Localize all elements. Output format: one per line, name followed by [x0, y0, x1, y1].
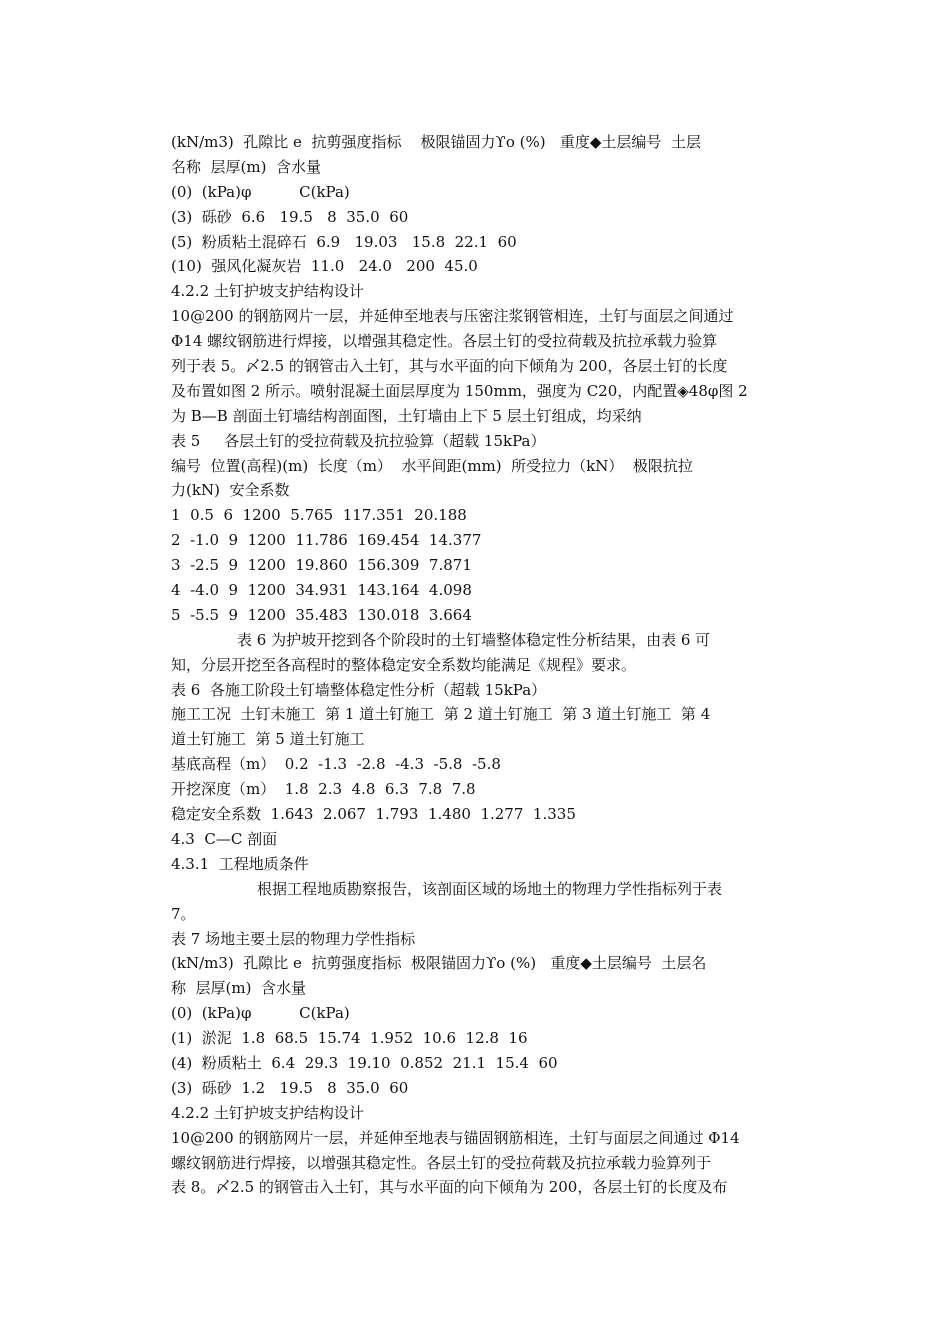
table-row: 基底高程（m） 0.2 -1.3 -2.8 -4.3 -5.8 -5.8: [171, 755, 501, 774]
section-heading: 4.3 C—C 剖面: [171, 829, 278, 848]
table-row: (3) 砾砂 1.2 19.5 8 35.0 60: [171, 1078, 409, 1097]
table-row: 2 -1.0 9 1200 11.786 169.454 14.377: [171, 531, 482, 550]
text-line: (kN/m3) 孔隙比 e 抗剪强度指标 极限锚固力ϒo (%) 重度◆土层编号 土层: [171, 133, 701, 151]
table-row: 5 -5.5 9 1200 35.483 130.018 3.664: [171, 605, 472, 624]
table-header-line: (kN/m3) 孔隙比 e 抗剪强度指标 极限锚固力ϒo (%) 重度◆土层编号 土层名: [171, 954, 707, 973]
paragraph-line: 表 6 为护坡开挖到各个阶段时的土钉墙整体稳定性分析结果，由表 6 可: [237, 630, 711, 649]
text-line: (10) 强风化凝灰岩 11.0 24.0 200 45.0: [171, 257, 478, 276]
paragraph-line: Φ14 螺纹钢筋进行焊接，以增强其稳定性。各层土钉的受拉荷载及抗拉承载力验算: [171, 332, 718, 351]
table-header-line: 道土钉施工 第 5 道土钉施工: [171, 730, 365, 749]
table-row: 1 0.5 6 1200 5.765 117.351 20.188: [171, 506, 467, 525]
paragraph-line: 为 B—B 剖面土钉墙结构剖面图，土钉墙由上下 5 层土钉组成，均采纳: [171, 406, 642, 425]
document-page: [171, 130, 791, 1200]
table-header-line: 称 层厚(m) 含水量: [171, 979, 307, 998]
paragraph-line: 10@200 的钢筋网片一层，并延伸至地表与锚固钢筋相连，土钉与面层之间通过 Φ14: [171, 1128, 740, 1147]
table-row: (4) 粉质粘土 6.4 29.3 19.10 0.852 21.1 15.4 60: [171, 1053, 558, 1072]
section-heading: 4.2.2 土钉护坡支护结构设计: [171, 282, 364, 301]
paragraph-line: 螺纹钢筋进行焊接，以增强其稳定性。各层土钉的受拉荷载及抗拉承载力验算列于: [171, 1153, 712, 1172]
paragraph-line: 根据工程地质勘察报告，该剖面区域的场地土的物理力学性指标列于表: [257, 879, 723, 898]
table-row: 开挖深度（m） 1.8 2.3 4.8 6.3 7.8 7.8: [171, 780, 476, 799]
table-row: 3 -2.5 9 1200 19.860 156.309 7.871: [171, 556, 472, 575]
text-line: (3) 砾砂 6.6 19.5 8 35.0 60: [171, 207, 409, 226]
paragraph-line: 表 8。〆2.5 的钢管击入土钉，其与水平面的向下倾角为 200，各层土钉的长度及布: [171, 1178, 728, 1197]
table-header-line: (0) (kPa)φ C(kPa): [171, 1004, 350, 1023]
table-row: 稳定安全系数 1.643 2.067 1.793 1.480 1.277 1.335: [171, 805, 576, 824]
text-line: (0) (kPa)φ C(kPa): [171, 182, 350, 201]
table-header-line: 施工工况 土钉未施工 第 1 道土钉施工 第 2 道土钉施工 第 3 道土钉施工 第 4: [171, 705, 711, 724]
paragraph-line: 7。: [171, 904, 196, 923]
paragraph-line: 10@200 的钢筋网片一层，并延伸至地表与压密注浆钢管相连，土钉与面层之间通过: [171, 307, 734, 326]
text-line: 名称 层厚(m) 含水量: [171, 157, 322, 176]
table-caption: 表 5 各层土钉的受拉荷载及抗拉验算（超载 15kPa）: [171, 431, 546, 450]
section-heading: 4.2.2 土钉护坡支护结构设计: [171, 1103, 364, 1122]
table-header-line: 力(kN) 安全系数: [171, 481, 290, 500]
paragraph-line: 及布置如图 2 所示。喷射混凝土面层厚度为 150mm，强度为 C20，内配置◈48φ图 2: [171, 381, 748, 400]
table-row: (1) 淤泥 1.8 68.5 15.74 1.952 10.6 12.8 16: [171, 1029, 528, 1048]
table-caption: 表 7 场地主要土层的物理力学性指标: [171, 929, 416, 948]
table-row: 4 -4.0 9 1200 34.931 143.164 4.098: [171, 581, 472, 600]
table-caption: 表 6 各施工阶段土钉墙整体稳定性分析（超载 15kPa）: [171, 680, 547, 699]
paragraph-line: 知，分层开挖至各高程时的整体稳定安全系数均能满足《规程》要求。: [171, 655, 637, 674]
paragraph-line: 列于表 5。〆2.5 的钢管击入土钉，其与水平面的向下倾角为 200，各层土钉的长度: [171, 357, 728, 376]
section-heading: 4.3.1 工程地质条件: [171, 854, 309, 873]
text-line: (5) 粉质粘土混碎石 6.9 19.03 15.8 22.1 60: [171, 232, 517, 251]
table-header-line: 编号 位置(高程)(m) 长度（m） 水平间距(mm) 所受拉力（kN） 极限抗拉: [171, 456, 693, 475]
